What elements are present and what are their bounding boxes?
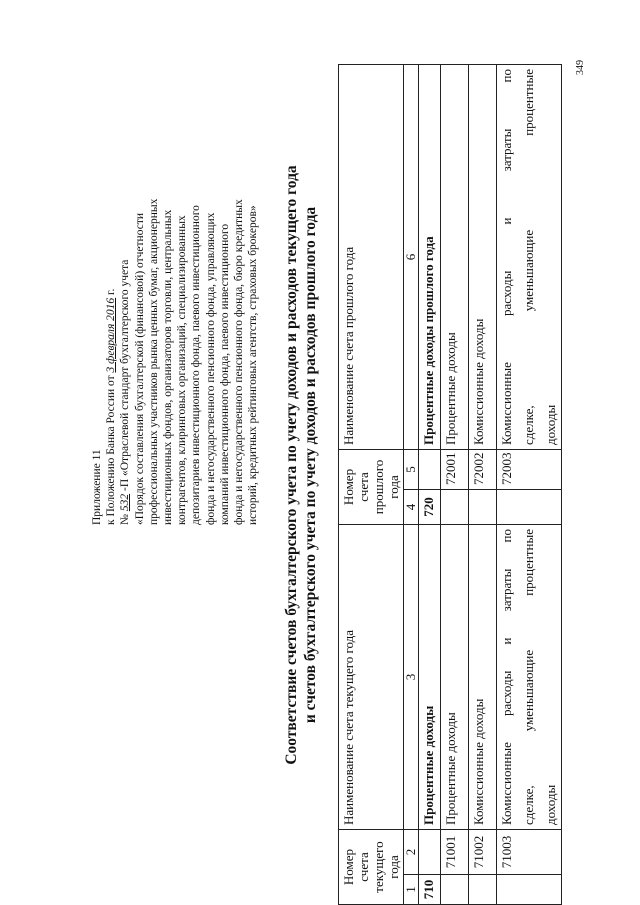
accounts-table [338,64,562,905]
col-index: 4 [404,490,419,525]
cell-c4 [497,490,562,525]
table-row [441,64,469,904]
cell-c3: Комиссионные доходы [469,525,497,830]
cell-line: доходы [543,404,558,445]
cell-c1 [441,875,469,905]
header-body-line: фонда и негосударственного пенсионного фонда, управляющих [204,212,217,525]
cell-c3: Процентные доходы [441,525,469,830]
header-current-number: Номер счета текущего года [339,830,404,905]
cell-c2 [419,830,441,875]
header-prev-name: Наименование счета прошлого года [339,64,404,449]
cell-c1: 710 [419,875,441,905]
col-index: 6 [404,64,419,449]
cell-c5: 72001 [441,449,469,489]
title-line-1: Соответствие счетов бухгалтерского учета по учету доходов и расходов текущего года [283,165,300,765]
header-current-name: Наименование счета текущего года [339,525,404,830]
header-body-line: историй, кредитных рейтинговых агентств, страховых брокеров» [247,205,260,525]
cell-c1 [497,875,562,905]
cell-line: сделке, уменьшающие процентные [521,529,536,825]
cell-c5 [419,449,441,489]
document-title [282,65,320,865]
col-index: 1 [404,875,419,905]
title-line-2: и счетов бухгалтерского учета по учету доходов и расходов прошлого года [302,206,319,724]
cell-c4 [469,490,497,525]
cell-c6 [497,64,562,449]
cell-c4 [441,490,469,525]
cell-line: Комиссионные расходы и затраты по [499,529,514,825]
column-index-row [404,64,419,904]
header-body-line: «Порядок составления бухгалтерской (финансовой) отчетности [133,212,146,525]
cell-line: сделке, уменьшающие процентные [521,68,536,445]
col-index: 5 [404,449,419,489]
cell-c6: Процентные доходы прошлого года [419,64,441,449]
header-body-line: депозитариев инвестиционного фонда, паевого инвестиционного [190,205,203,525]
page-number: 349 [575,60,586,75]
cell-c4: 720 [419,490,441,525]
cell-c3: Процентные доходы [419,525,441,830]
regulation-date-line: к Положению Банка России от 3 февраля 2016 г. [105,288,118,525]
col-index: 3 [404,525,419,830]
cell-c1 [469,875,497,905]
table-row [497,64,562,904]
cell-line: доходы [543,784,558,825]
header-body-line: компаний инвестиционного фонда, паевого инвестиционного [218,223,231,525]
regulation-number: 532 [119,493,132,512]
regulation-number-line: № 532 -П «Отраслевой стандарт бухгалтерского учета [119,259,132,525]
regulation-date: 3 февраля 2016 [105,297,118,373]
appendix-label: Приложение 11 [91,449,103,525]
cell-c6: Процентные доходы [441,64,469,449]
header-body-line: контрагентов, клиринговых организаций, специализированных [176,215,189,525]
cell-line: Комиссионные расходы и затраты по [499,68,514,445]
header-body-line: фонда и негосударственного пенсионного фонда, бюро кредитных [233,199,246,525]
header-body-line: профессиональных участников рынка ценных бумаг, акционерных [147,198,160,525]
cell-c3 [497,525,562,830]
table-header-row [339,64,404,904]
header-body-line: инвестиционных фондов, организаторов торговли, центральных [162,209,175,525]
cell-c2: 71003 [497,830,562,875]
table-row [419,64,441,904]
table-row [469,64,497,904]
appendix-header [90,85,260,525]
col-index: 2 [404,830,419,875]
cell-c2: 71001 [441,830,469,875]
cell-c6: Комиссионные доходы [469,64,497,449]
cell-c2: 71002 [469,830,497,875]
header-prev-number: Номер счета прошлого года [339,449,404,524]
cell-c5: 72002 [469,449,497,489]
cell-c5: 72003 [497,449,562,489]
